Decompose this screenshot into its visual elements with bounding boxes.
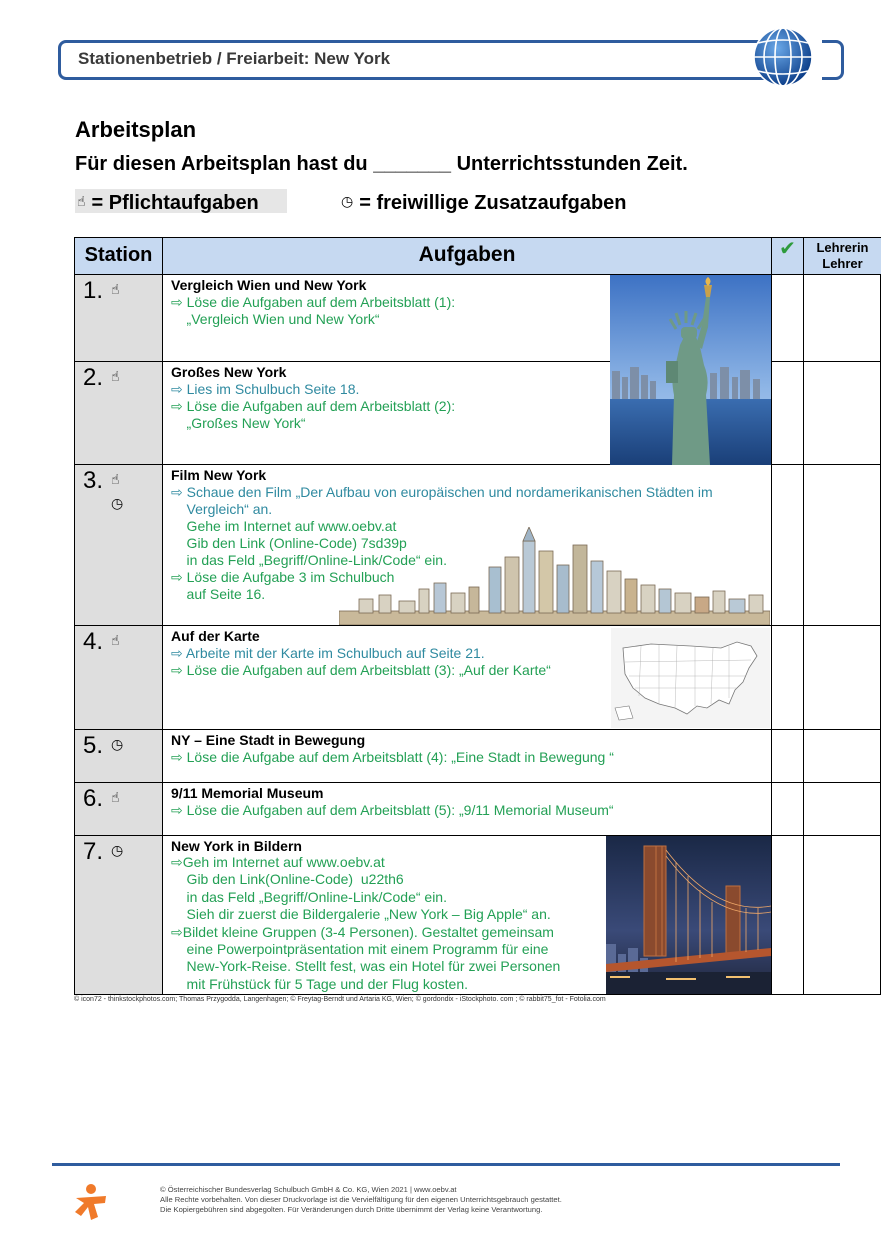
task-line: Gehe im Internet auf www.oebv.at bbox=[171, 518, 397, 534]
header-frame-end bbox=[822, 40, 844, 80]
task-line: Vergleich“ an. bbox=[171, 501, 273, 517]
checkbox-cell[interactable] bbox=[772, 465, 804, 625]
footer-line: Alle Rechte vorbehalten. Von dieser Druckvorlage ist die Vervielfältigung für den eigenen Unterrichtsgebrauch gestattet. bbox=[160, 1195, 562, 1204]
task-title: Vergleich Wien und New York bbox=[171, 277, 367, 293]
task-line: New-York-Reise. Stellt fest, was ein Hotel für zwei Personen bbox=[171, 958, 561, 975]
task-line: „Vergleich Wien und New York“ bbox=[171, 311, 380, 327]
legend-optional bbox=[341, 189, 627, 215]
teacher-cell[interactable] bbox=[804, 465, 881, 625]
footer-divider bbox=[52, 1163, 840, 1166]
task-line: eine Powerpointpräsentation mit einem Programm für eine bbox=[171, 941, 549, 957]
thumbs-up-icon: ☝ bbox=[111, 368, 120, 384]
task-line: Gib den Link (Online-Code) 7sd39p bbox=[171, 535, 407, 551]
task-line: ⇨ Löse die Aufgabe 3 im Schulbuch bbox=[171, 569, 395, 585]
clock-icon: ◷ bbox=[111, 495, 124, 511]
station-number: 5. bbox=[83, 732, 104, 759]
checkbox-cell[interactable] bbox=[772, 730, 804, 782]
table-row bbox=[74, 836, 881, 995]
task-line: „Großes New York“ bbox=[171, 415, 306, 431]
station-number: 7. bbox=[83, 838, 104, 865]
teacher-cell[interactable] bbox=[804, 275, 881, 361]
task-line: ⇨ Löse die Aufgaben auf dem Arbeitsblatt (5): „9/11 Memorial Museum“ bbox=[171, 802, 614, 818]
task-title: Auf der Karte bbox=[171, 628, 260, 644]
thumbs-up-icon: ☝ bbox=[111, 471, 120, 487]
table-row bbox=[74, 465, 881, 626]
station-number: 3. bbox=[83, 467, 104, 494]
column-tasks: Aufgaben bbox=[163, 238, 772, 274]
teacher-cell[interactable] bbox=[804, 783, 881, 835]
column-teacher bbox=[804, 238, 881, 274]
footer-line: Die Kopiergebühren sind abgegolten. Für Veränderungen durch Dritte übernimmt der Verlag keine Verantwortung. bbox=[160, 1205, 543, 1214]
legend-optional-label: = freiwillige Zusatzaufgaben bbox=[359, 192, 627, 214]
page-title: Arbeitsplan bbox=[75, 117, 197, 142]
table-row bbox=[74, 626, 881, 730]
clock-icon: ◷ bbox=[111, 842, 124, 858]
check-icon: ✔ bbox=[772, 238, 804, 274]
task-line: ⇨Bildet kleine Gruppen (3-4 Personen). Gestaltet gemeinsam bbox=[171, 923, 554, 940]
header-title: Stationenbetrieb / Freiarbeit: New York bbox=[78, 49, 391, 68]
task-title: Großes New York bbox=[171, 364, 287, 380]
checkbox-cell[interactable] bbox=[772, 626, 804, 729]
teacher-cell[interactable] bbox=[804, 836, 881, 994]
statue-of-liberty-image bbox=[610, 275, 771, 465]
checkbox-cell[interactable] bbox=[772, 362, 804, 464]
column-station: Station bbox=[75, 238, 163, 274]
table-header-row bbox=[74, 237, 881, 275]
task-line: ⇨ Löse die Aufgabe auf dem Arbeitsblatt (4): „Eine Stadt in Bewegung “ bbox=[171, 749, 614, 765]
thumbs-up-icon: ☝ bbox=[111, 281, 120, 297]
station-number: 6. bbox=[83, 785, 104, 812]
legend-mandatory bbox=[75, 189, 287, 213]
clock-icon: ◷ bbox=[341, 193, 354, 209]
station-number: 1. bbox=[83, 277, 104, 304]
task-line: auf Seite 16. bbox=[171, 586, 266, 602]
thumbs-up-icon: ☝ bbox=[77, 193, 86, 209]
task-line: in das Feld „Begriff/Online-Link/Code“ ein. bbox=[171, 888, 447, 905]
column-teacher-line2: Lehrer bbox=[822, 256, 863, 271]
table-row bbox=[74, 730, 881, 783]
clock-icon: ◷ bbox=[111, 736, 124, 752]
task-line: ⇨Geh im Internet auf www.oebv.at bbox=[171, 854, 385, 870]
task-line: mit Frühstück für 5 Tage und der Flug kosten. bbox=[171, 975, 468, 992]
teacher-cell[interactable] bbox=[804, 362, 881, 464]
publisher-logo-icon bbox=[72, 1183, 110, 1221]
page-subtitle: Für diesen Arbeitsplan hast du _______ Unterrichtsstunden Zeit. bbox=[75, 153, 688, 175]
task-line: ⇨ Schaue den Film „Der Aufbau von europäischen und nordamerikanischen Städten im bbox=[171, 484, 713, 500]
thumbs-up-icon: ☝ bbox=[111, 632, 120, 648]
table-row bbox=[74, 783, 881, 836]
task-title: Film New York bbox=[171, 467, 267, 483]
globe-icon bbox=[752, 26, 814, 88]
task-title: New York in Bildern bbox=[171, 838, 302, 854]
checkbox-cell[interactable] bbox=[772, 836, 804, 994]
teacher-cell[interactable] bbox=[804, 626, 881, 729]
task-line: Gib den Link(Online-Code) u22th6 bbox=[171, 871, 404, 888]
image-credits: © icon72 - thinkstockphotos.com; Thomas Przygodda, Langenhagen; © Freytag-Berndt und Artaria KG, Wien; © gordondix - iStockphoto. com ; © rabbit75_fot - Fotolia.com bbox=[74, 996, 606, 1003]
task-line: ⇨ Lies im Schulbuch Seite 18. bbox=[171, 381, 360, 397]
legend-mandatory-label: = Pflichtaufgaben bbox=[91, 192, 259, 214]
task-line: ⇨ Arbeite mit der Karte im Schulbuch auf Seite 21. bbox=[171, 645, 485, 661]
brooklyn-bridge-image bbox=[606, 836, 771, 994]
checkbox-cell[interactable] bbox=[772, 783, 804, 835]
task-line: ⇨ Löse die Aufgaben auf dem Arbeitsblatt (1): bbox=[171, 294, 456, 310]
task-line: in das Feld „Begriff/Online-Link/Code“ ein. bbox=[171, 552, 447, 568]
task-line: ⇨ Löse die Aufgaben auf dem Arbeitsblatt (2): bbox=[171, 398, 456, 414]
station-number: 2. bbox=[83, 364, 104, 391]
station-number: 4. bbox=[83, 628, 104, 655]
column-teacher-line1: Lehrerin bbox=[816, 240, 869, 255]
teacher-cell[interactable] bbox=[804, 730, 881, 782]
task-line: Sieh dir zuerst die Bildergalerie „New York – Big Apple“ an. bbox=[171, 906, 551, 923]
footer-line: © Österreichischer Bundesverlag Schulbuch GmbH & Co. KG, Wien 2021 | www.oebv.at bbox=[160, 1185, 457, 1194]
footer-copyright bbox=[160, 1185, 562, 1215]
checkbox-cell[interactable] bbox=[772, 275, 804, 361]
task-title: NY – Eine Stadt in Bewegung bbox=[171, 732, 366, 748]
task-line: ⇨ Löse die Aufgaben auf dem Arbeitsblatt (3): „Auf der Karte“ bbox=[171, 662, 551, 678]
task-title: 9/11 Memorial Museum bbox=[171, 785, 324, 801]
thumbs-up-icon: ☝ bbox=[111, 789, 120, 805]
usa-map-image bbox=[611, 628, 770, 728]
